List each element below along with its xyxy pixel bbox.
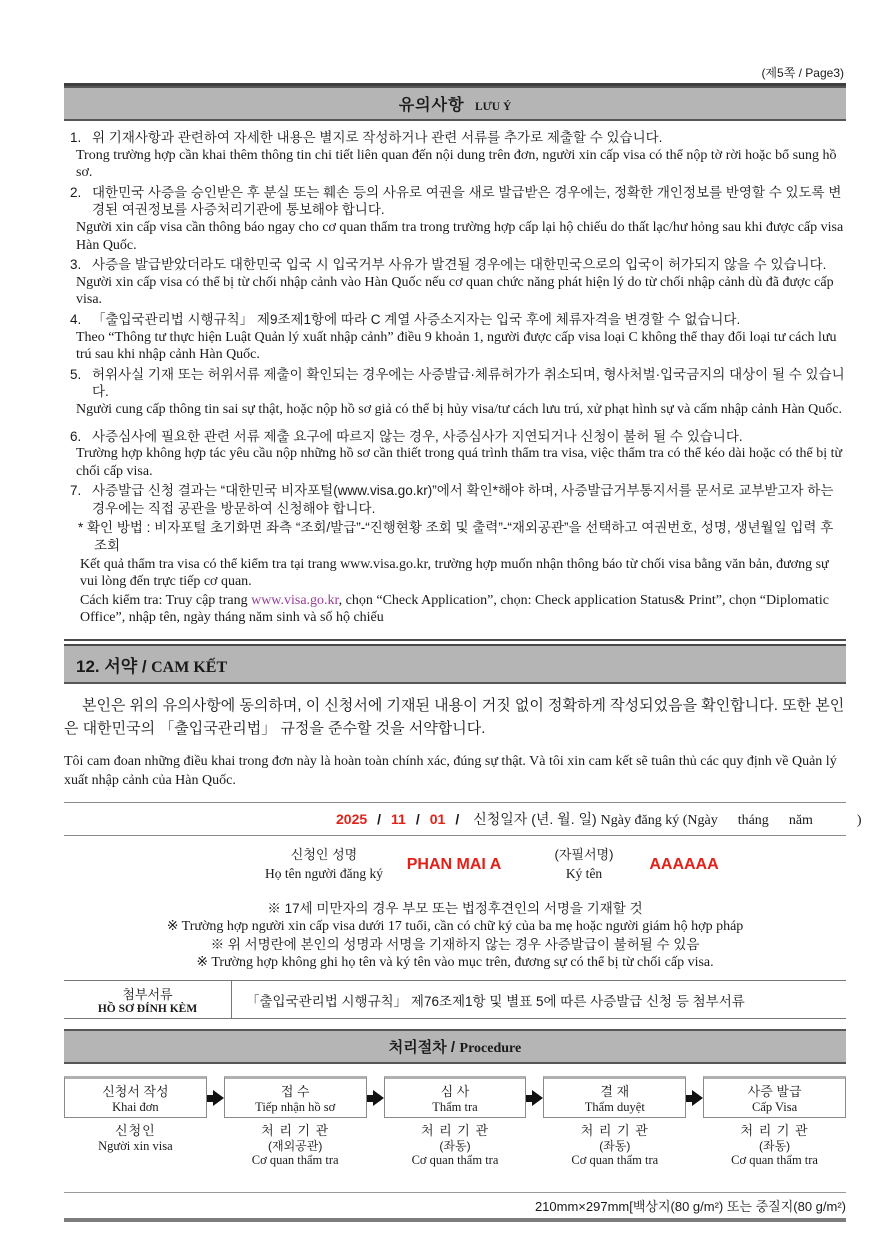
notice-item-4 [64,311,846,364]
pledge-body-vietnamese: Tôi cam đoan những điều khai trong đơn này là hoàn toàn chính xác, đúng sự thật. Và tôi xin cam kết sẽ tuân thủ các quy định về Quản lý xuất nhập cảnh của Hàn Quốc. [64,754,837,789]
actor-line-3: Cơ quan thẩm tra [731,1153,818,1168]
procedure-title-english: Procedure [459,1041,522,1057]
signature-notes [64,900,846,972]
flow-arrow-icon [526,1090,543,1106]
item-text-vietnamese: Theo “Thông tư thực hiện Luật Quản lý xuất nhập cảnh” điều 9 khoản 1, người được cấp visa loại C không thể thay đổi loại tư cách lưu trú sau khi nhập cảnh Hàn Quốc. [76,329,837,363]
step-label-vietnamese: Thẩm duyệt [584,1100,645,1115]
item-text-korean: 「출입국관리법 시행규칙」 제9조제1항에 따라 C 계열 사증소지자는 입국 후에 체류자격을 변경할 수 없습니다. [92,311,741,327]
date-separator: / [377,811,382,828]
step-label-korean: 신청서 작성 [102,1084,169,1100]
check-text-post: , chọn “Check Application”, chọn: Check application Status& Print”, chọn “Diplomatic Office”, nhập tên, ngày tháng năm sinh và số hộ chiếu [80,592,829,626]
procedure-step-reception [224,1076,367,1168]
attachment-content: 「출입국관리법 시행규칙」 제76조제1항 및 별표 5에 따른 사증발급 신청 등 첨부서류 [246,993,745,1009]
step-label-vietnamese: Cấp Visa [751,1100,798,1115]
notice-item-6 [64,428,846,481]
actor-line-3: Cơ quan thẩm tra [571,1153,659,1168]
item-number: 1. [70,130,82,145]
step-actor [703,1124,846,1168]
notice-item-2 [64,184,846,254]
date-label-close-paren: ) [856,813,862,829]
flow-arrow-icon [367,1090,384,1106]
step-label-korean: 접 수 [280,1084,310,1100]
step-label-vietnamese: Khai đơn [112,1100,159,1115]
item-number: 4. [70,311,82,327]
step-actor [224,1124,367,1168]
actor-line-1: 처 리 기 관 [580,1123,649,1139]
item-number: 7. [70,483,82,499]
actor-line-2: Người xin visa [98,1138,173,1153]
result-check-vietnamese: Kết quả thẩm tra visa có thể kiểm tra tại trang www.visa.go.kr, trường hợp muốn nhận thông báo từ chối visa bằng văn bản, đương sự vui lòng đến trực tiếp cơ quan. [80,556,829,590]
actor-line-2: (좌동) [599,1138,631,1153]
paper-spec-text: 210mm×297mm[백상지(80 g/m²) 또는 중질지(80 g/m²) [534,1198,846,1214]
signature-label-korean: (자필서명) [554,847,614,863]
applicant-name-label-korean: 신청인 성명 [290,847,358,863]
note-minor-korean: ※ 17세 미만자의 경우 부모 또는 법정후견인의 서명을 기재할 것 [267,901,643,917]
date-label-korean: 신청일자 (년. 월. 일) [473,811,597,828]
date-label-nam: năm [788,813,813,829]
step-box [224,1076,367,1118]
attachment-label-cell [64,981,232,1018]
attachment-row [64,980,846,1019]
pledge-title-korean: 12. 서약 / [76,657,147,677]
date-separator: / [455,811,460,828]
procedure-step-issuance [703,1076,846,1168]
applicant-name-label-vietnamese: Họ tên người đăng ký [265,866,383,882]
actor-line-3: Cơ quan thẩm tra [251,1153,339,1168]
note-minor-vietnamese: ※ Trường hợp người xin cấp visa dưới 17 tuổi, cần có chữ ký của ba mẹ hoặc người giám hộ hợp pháp [166,919,744,935]
item-text-korean: 위 기재사항과 관련하여 자세한 내용은 별지로 작성하거나 관련 서류를 추가로 제출할 수 있습니다. [92,130,663,145]
date-label-vietnamese: Ngày đăng ký (Ngày [600,813,718,829]
item-text-korean: 사증심사에 필요한 관련 서류 제출 요구에 따르지 않는 경우, 사증심사가 지연되거나 신청이 불허 될 수 있습니다. [92,428,743,444]
date-separator: / [415,811,420,828]
procedure-flow [64,1076,846,1168]
actor-line-2: (좌동) [439,1138,471,1153]
procedure-step-approval [543,1076,686,1168]
section-divider [64,639,846,646]
item-number: 5. [70,366,82,382]
step-actor [64,1124,207,1153]
actor-line-1: 처 리 기 관 [261,1123,330,1139]
item-text-vietnamese: Người cung cấp thông tin sai sự thật, hoặc nộp hồ sơ giả có thể bị hủy visa/tư cách lưu trú, xử phạt hình sự và cấm nhập cảnh Hàn Quốc. [76,401,843,417]
notice-item-5 [64,366,846,419]
item-text-vietnamese: Người xin cấp visa có thể bị từ chối nhập cảnh vào Hàn Quốc nếu cơ quan chức năng phát hiện lý do từ chối nhập cảnh dù đã được cấp visa. [76,274,834,308]
actor-line-3: Cơ quan thẩm tra [411,1153,499,1168]
step-box [64,1076,207,1118]
step-actor [384,1124,527,1168]
procedure-step-application [64,1076,207,1153]
check-method-note: * 확인 방법 : 비자포털 초기화면 좌측 “조회/발급”-“진행현황 조회 및 출력”-“재외공관”을 선택하고 여권번호, 성명, 생년월일 입력 후 조회 [78,520,834,554]
step-label-korean: 심 사 [440,1084,470,1100]
item-number: 2. [70,184,82,200]
attachment-label-korean: 첨부서류 [122,987,173,1003]
actor-line-1: 처 리 기 관 [420,1123,490,1139]
actor-line-1: 신청인 [115,1123,156,1139]
item-number: 6. [70,428,82,444]
visa-portal-link[interactable]: www.visa.go.kr [251,592,339,608]
pledge-title-vietnamese: CAM KẾT [151,659,228,677]
check-instruction-vietnamese [64,592,846,627]
signature-label-vietnamese: Ký tên [565,866,603,882]
notice-title-vietnamese: LƯU Ý [474,101,512,113]
step-label-korean: 결 재 [600,1084,630,1100]
page-number-label: (제5쪽 / Page3) [761,66,844,80]
notice-item-1 [64,129,846,182]
notice-item-7 [64,482,846,517]
procedure-step-review [384,1076,527,1168]
note-missing-signature-vietnamese: ※ Trường hợp không ghi họ tên và ký tên vào mục trên, đương sự có thể bị từ chối cấp visa. [196,955,714,971]
date-day-value[interactable]: 01 [429,811,446,828]
date-year-value[interactable]: 2025 [336,811,368,828]
item-text-vietnamese: Trong trường hợp cần khai thêm thông tin chi tiết liên quan đến nội dung trên đơn, người xin cấp visa có thể nộp tờ rời hoặc bổ sung hồ sơ. [76,147,837,181]
actor-line-1: 처 리 기 관 [740,1123,809,1139]
item-text-vietnamese: Người xin cấp visa cần thông báo ngay cho cơ quan thẩm tra trong trường hợp cấp lại hộ chiếu do thất lạc/hư hỏng sau khi được cấp visa Hàn Quốc. [76,219,844,253]
applicant-name-value[interactable]: PHAN MAI A [406,856,502,874]
pledge-body-korean: 본인은 위의 유의사항에 동의하며, 이 신청서에 기재된 내용이 거짓 없이 정확하게 작성되었음을 확인합니다. 또한 본인은 대한민국의 「출입국관리법」 규정을 준수할 것을 서약합니다. [64,697,845,738]
notice-list [64,129,846,627]
signature-value[interactable]: AAAAAA [649,856,719,874]
signature-row [64,836,846,894]
item-number: 3. [70,257,82,273]
procedure-title-korean: 처리절차 / [388,1039,456,1057]
item-text-korean: 사증발급 신청 결과는 “대한민국 비자포털(www.visa.go.kr)”에서 확인*해야 하며, 사증발급거부통지서를 문서로 교부받고자 하는 경우에는 직접 공관을 방문하여 신청해야 합니다. [92,483,834,516]
flow-arrow-icon [686,1090,703,1106]
step-box [384,1076,527,1118]
item-text-korean: 허위사실 기재 또는 허위서류 제출이 확인되는 경우에는 사증발급·체류허가가 취소되며, 형사처벌·입국금지의 대상이 될 수 있습니다. [92,366,845,400]
notice-item-3 [64,256,846,309]
step-box [543,1076,686,1118]
procedure-header-bar [64,1029,846,1064]
step-actor [543,1124,686,1168]
step-label-vietnamese: Thẩm tra [432,1100,478,1115]
step-label-korean: 사증 발급 [747,1084,802,1100]
attachment-label-vietnamese: HỒ SƠ ĐÍNH KÈM [97,1003,198,1016]
pledge-header-bar [64,646,846,684]
step-box [703,1076,846,1118]
step-label-vietnamese: Tiếp nhận hồ sơ [255,1100,336,1115]
item-text-vietnamese: Trường hợp không hợp tác yêu cầu nộp những hồ sơ cần thiết trong quá trình thẩm tra visa, việc thẩm tra có thể kéo dài hoặc có thể bị từ chối cấp visa. [76,446,843,479]
item-text-korean: 대한민국 사증을 승인받은 후 분실 또는 훼손 등의 사유로 여권을 새로 발급받은 경우에는, 정확한 개인정보를 반영할 수 있도록 변경된 여권정보를 사증처리기관에 통보해야 합니다. [92,184,842,218]
date-label-thang: tháng [737,813,769,829]
notice-title-korean: 유의사항 [398,97,465,114]
actor-line-2: (재외공관) [268,1138,323,1153]
item-text-korean: 사증을 발급받았더라도 대한민국 입국 시 입국거부 사유가 발견될 경우에는 대한민국으로의 입국이 허가되지 않을 수 있습니다. [92,257,827,273]
actor-line-2: (좌동) [758,1138,791,1153]
notice-header-bar [64,86,846,121]
flow-arrow-icon [207,1090,224,1106]
date-month-value[interactable]: 11 [391,811,406,828]
footer-rule-thick [64,1218,846,1222]
check-text-pre: Cách kiểm tra: Truy cập trang [80,592,252,608]
application-date-row [64,802,862,836]
note-missing-signature-korean: ※ 위 서명란에 본인의 성명과 서명을 기재하지 않는 경우 사증발급이 불허될 수 있음 [210,937,700,953]
